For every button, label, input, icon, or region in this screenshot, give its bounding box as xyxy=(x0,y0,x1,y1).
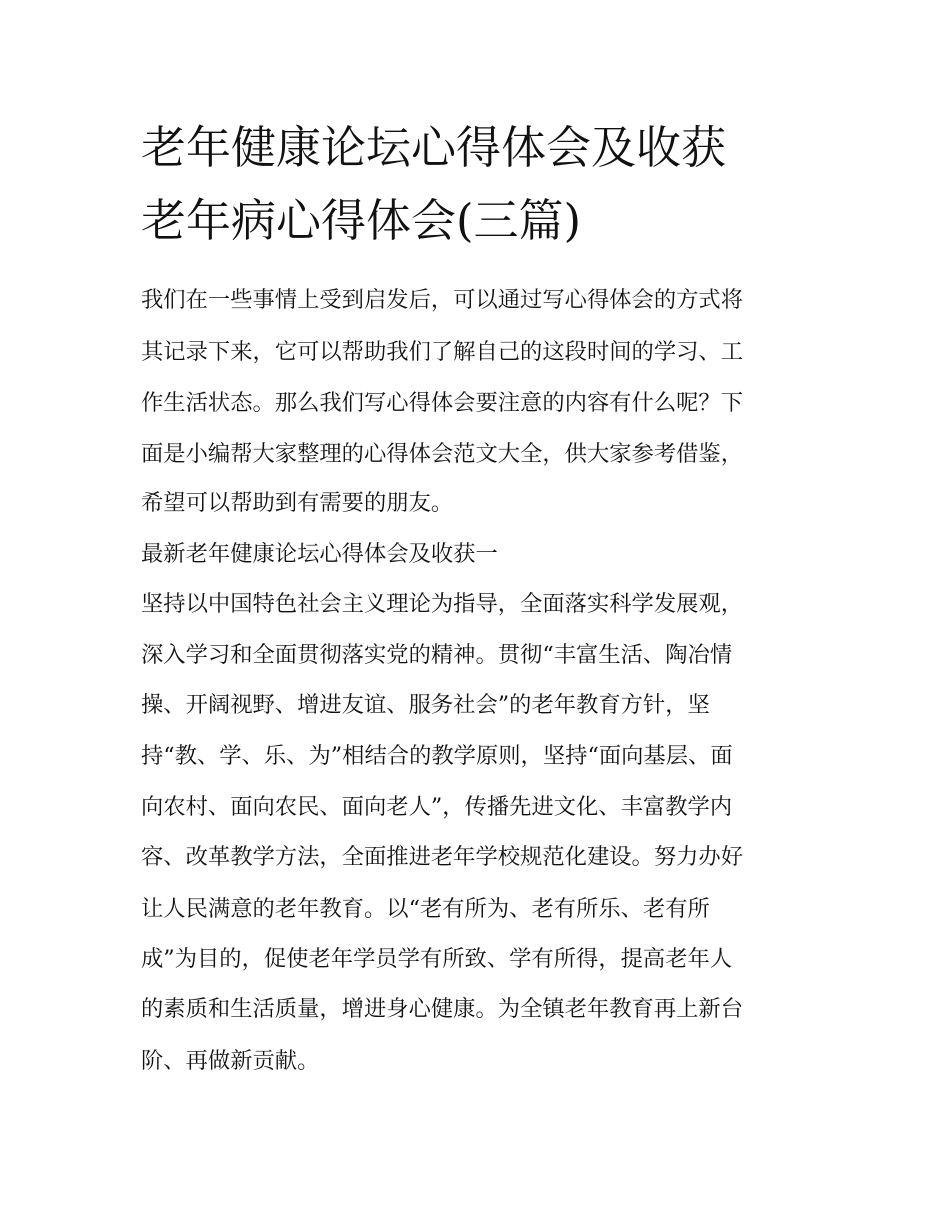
intro-line: 作生活状态。那么我们写心得体会要注意的内容有什么呢？下 xyxy=(141,390,744,416)
body-line: 阶、再做新贡献。 xyxy=(141,1048,320,1074)
document-title-line-1: 老年健康论坛心得体会及收获 xyxy=(141,121,727,174)
body-line: 坚持以中国特色社会主义理论为指导，全面落实科学发展观， xyxy=(141,591,744,617)
body-line: 容、改革教学方法，全面推进老年学校规范化建设。努力办好 xyxy=(141,844,744,870)
document-title-line-2: 老年病心得体会(三篇) xyxy=(141,194,582,247)
body-line: 操、开阔视野、增进友谊、服务社会”的老年教育方针，坚 xyxy=(141,692,710,718)
body-line: 让人民满意的老年教育。以“老有所为、老有所乐、老有所 xyxy=(141,896,710,922)
body-line: 的素质和生活质量，增进身心健康。为全镇老年教育再上新台 xyxy=(141,996,744,1022)
body-line: 持“教、学、乐、为”相结合的教学原则，坚持“面向基层、面 xyxy=(141,743,733,769)
body-line: 向农村、面向农民、面向老人”，传播先进文化、丰富教学内 xyxy=(141,794,733,820)
intro-line: 希望可以帮助到有需要的朋友。 xyxy=(141,490,454,516)
body-line: 深入学习和全面贯彻落实党的精神。贯彻“丰富生活、陶冶情 xyxy=(141,642,733,668)
intro-line: 我们在一些事情上受到启发后，可以通过写心得体会的方式将 xyxy=(141,287,744,313)
section-heading: 最新老年健康论坛心得体会及收获一 xyxy=(141,541,498,567)
body-line: 成”为目的，促使老年学员学有所致、学有所得，提高老年人 xyxy=(141,946,733,972)
intro-line: 面是小编帮大家整理的心得体会范文大全，供大家参考借鉴， xyxy=(141,441,744,467)
intro-line: 其记录下来，它可以帮助我们了解自己的这段时间的学习、工 xyxy=(141,339,744,365)
